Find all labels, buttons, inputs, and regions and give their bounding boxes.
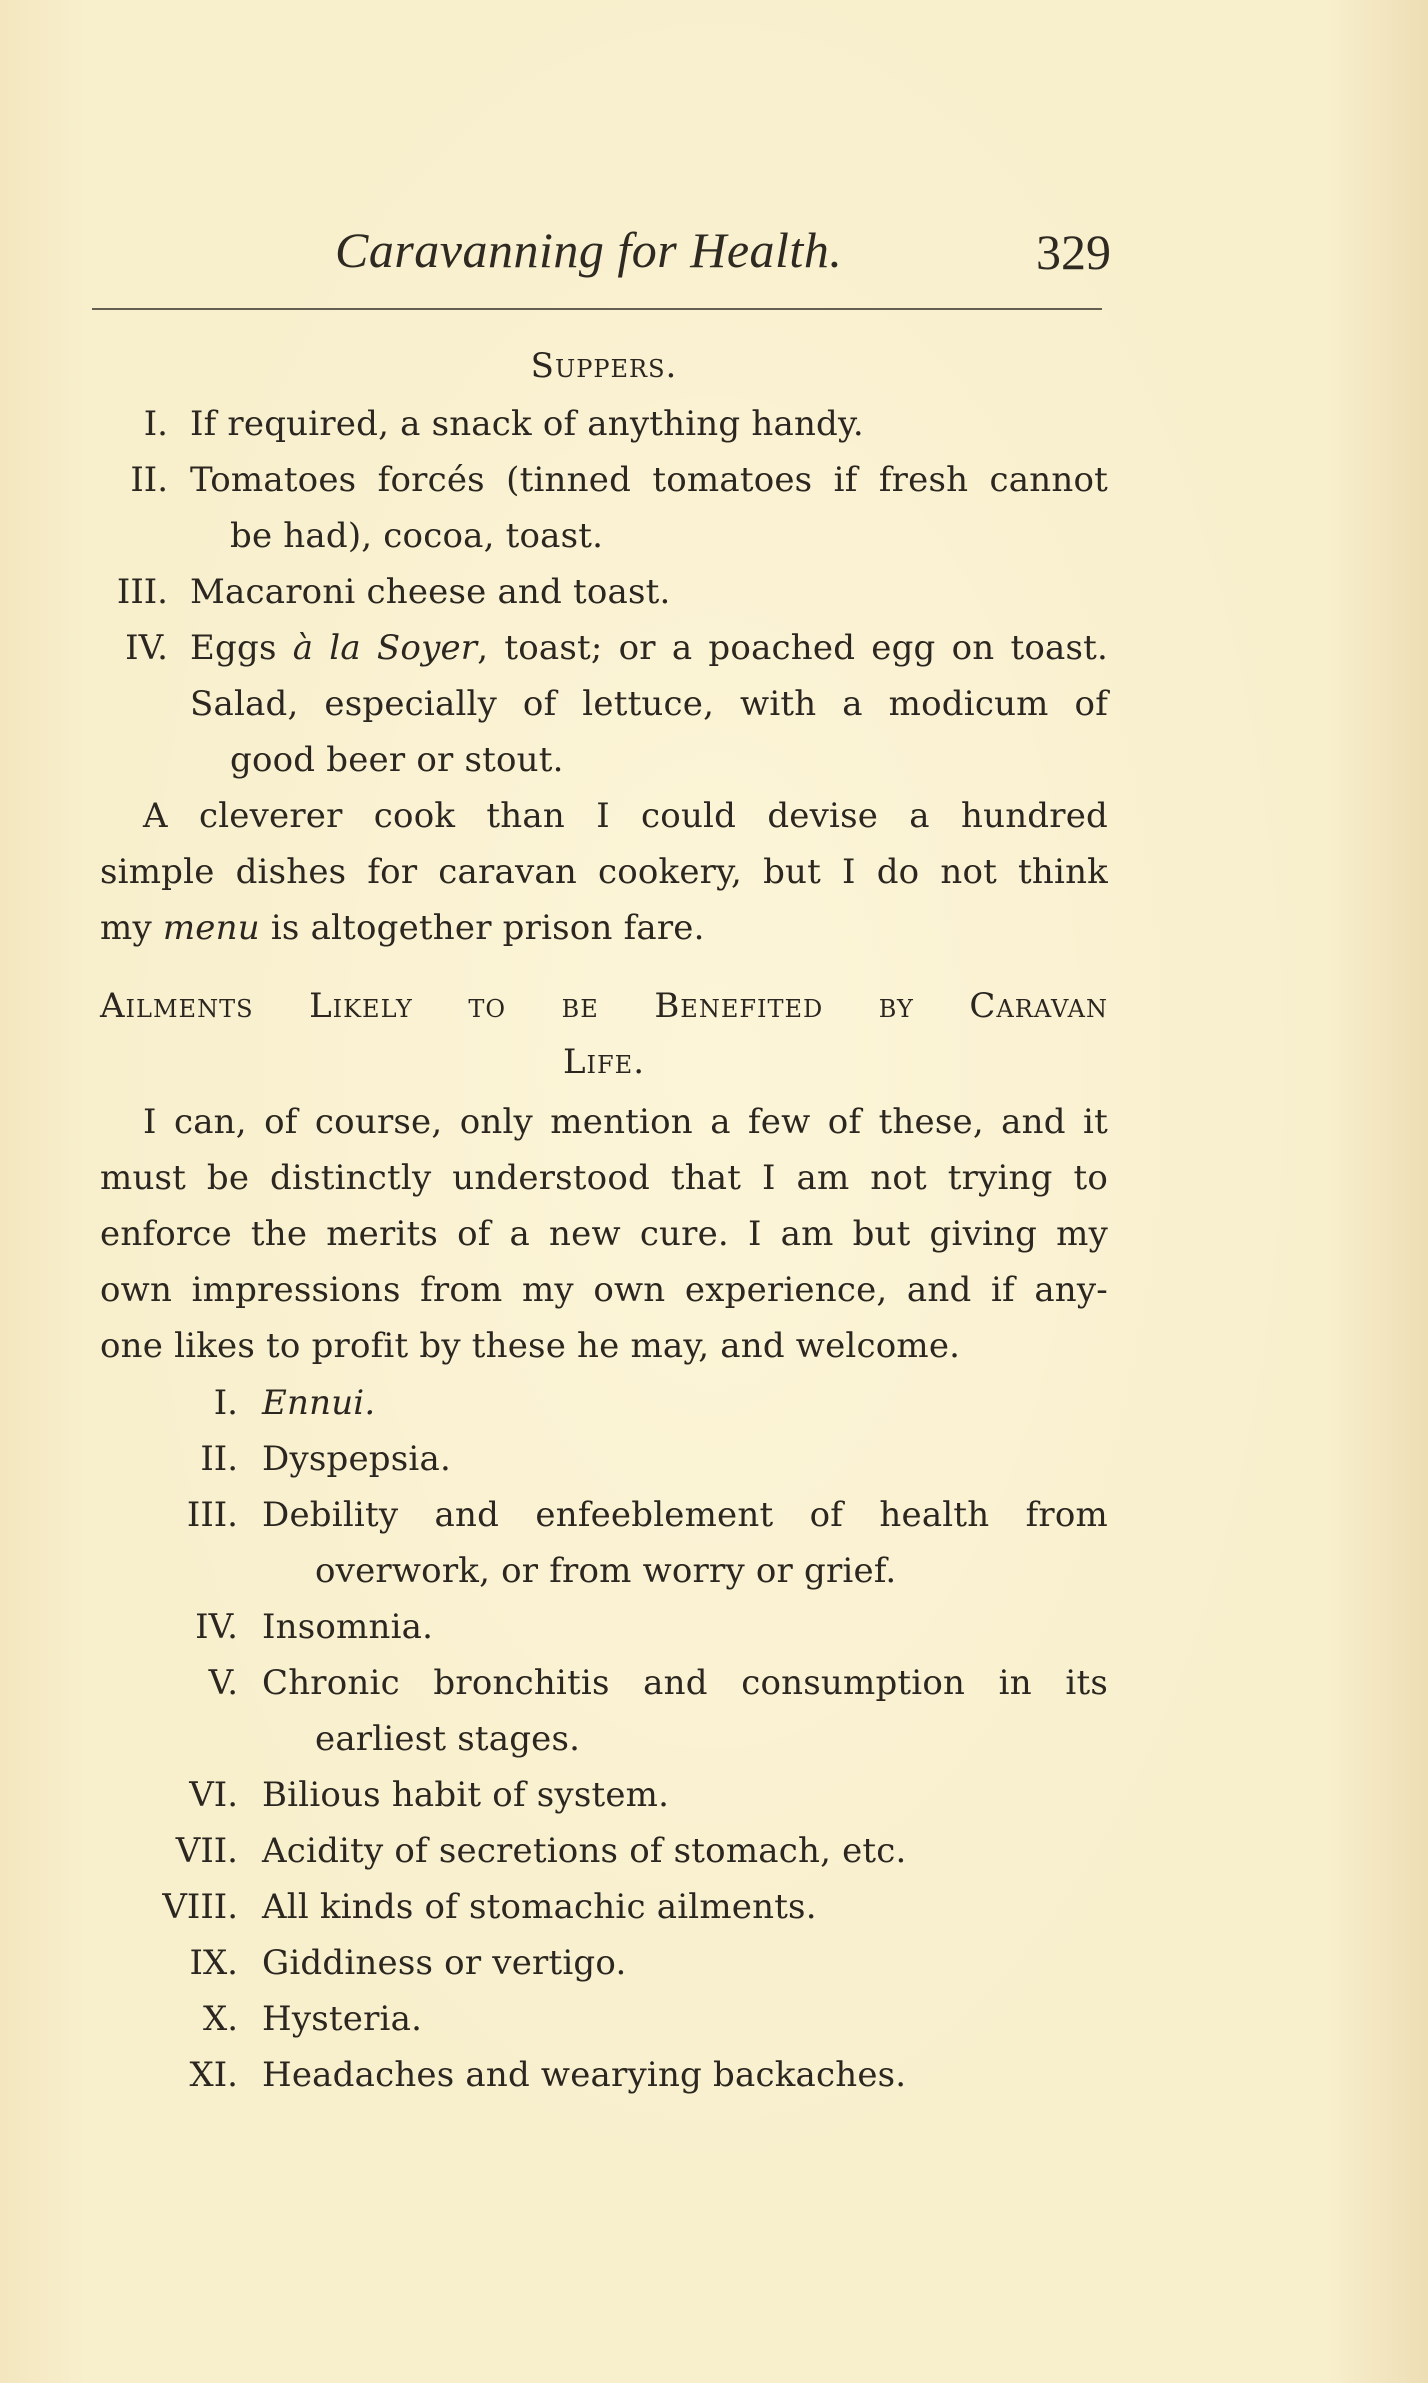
paragraph-line [100, 908, 705, 948]
italic-word: menu [162, 908, 260, 948]
list-number: IV. [125, 628, 168, 668]
list-item-text: Headaches and wearying backaches. [262, 2055, 907, 2095]
page-number: 329 [1036, 224, 1111, 280]
list-item-text: Macaroni cheese and toast. [190, 572, 671, 612]
section-heading-ailments-cont: Life. [562, 1042, 646, 1082]
list-item-text: Chronic bronchitis and consumption in its [262, 1663, 1108, 1703]
paragraph-text-pre: my [100, 908, 163, 948]
list-number: II. [130, 460, 168, 500]
list-number: III. [186, 1495, 238, 1535]
list-item-text: If required, a snack of anything handy. [190, 404, 864, 444]
paragraph-line: A cleverer cook than I could devise a hundred [143, 796, 1108, 836]
list-item-text: Tomatoes forcés (tinned tomatoes if fresh cannot [190, 460, 1108, 500]
list-item-text-post: , toast; or a poached egg on toast. [477, 628, 1109, 668]
list-item-text-pre: Eggs [190, 628, 293, 668]
list-item-text: Acidity of secretions of stomach, etc. [262, 1831, 907, 1871]
list-number: V. [208, 1663, 238, 1703]
list-number: I. [213, 1383, 238, 1423]
list-number: VI. [189, 1775, 238, 1815]
paragraph-line: I can, of course, only mention a few of these, and it [143, 1102, 1108, 1142]
list-item-continuation: be had), cocoa, toast. [230, 516, 604, 556]
list-number: IV. [195, 1607, 238, 1647]
paragraph-line: enforce the merits of a new cure. I am but giving my [100, 1214, 1108, 1254]
paragraph-line: simple dishes for caravan cookery, but I do not think [100, 852, 1108, 892]
header-rule [92, 308, 1102, 310]
list-number: II. [200, 1439, 238, 1479]
list-number: XI. [189, 2055, 238, 2095]
paragraph-line: must be distinctly understood that I am not trying to [100, 1158, 1108, 1198]
list-number: VII. [175, 1831, 238, 1871]
list-item-text: Dyspepsia. [262, 1439, 451, 1479]
section-heading-suppers: Suppers. [530, 346, 678, 386]
list-number: VIII. [162, 1887, 238, 1927]
list-item-continuation: Salad, especially of lettuce, with a modicum of [190, 684, 1108, 724]
paragraph-text-post: is altogether prison fare. [259, 908, 705, 948]
list-item-text: Bilious habit of system. [262, 1775, 670, 1815]
list-number: I. [143, 404, 168, 444]
list-item-text [190, 628, 1108, 668]
list-item-text: Debility and enfeeblement of health from [262, 1495, 1108, 1535]
section-heading-ailments: Ailments Likely to be Benefited by Caravan [100, 986, 1108, 1026]
list-item-text: Hysteria. [262, 1999, 423, 2039]
list-number: IX. [189, 1943, 238, 1983]
paragraph-line: one likes to profit by these he may, and welcome. [100, 1326, 961, 1366]
list-item-text: Insomnia. [262, 1607, 434, 1647]
list-item-text: Ennui. [262, 1383, 376, 1423]
list-item-continuation: good beer or stout. [230, 740, 564, 780]
paragraph-line: own impressions from my own experience, and if any- [100, 1270, 1108, 1310]
list-item-text: All kinds of stomachic ailments. [262, 1887, 817, 1927]
list-item-text: Giddiness or vertigo. [262, 1943, 627, 1983]
list-item-continuation: overwork, or from worry or grief. [315, 1551, 897, 1591]
running-head: Caravanning for Health. [335, 222, 843, 278]
list-item-continuation: earliest stages. [315, 1719, 581, 1759]
italic-phrase: à la Soyer [292, 628, 478, 668]
list-number: III. [116, 572, 168, 612]
list-number: X. [202, 1999, 238, 2039]
